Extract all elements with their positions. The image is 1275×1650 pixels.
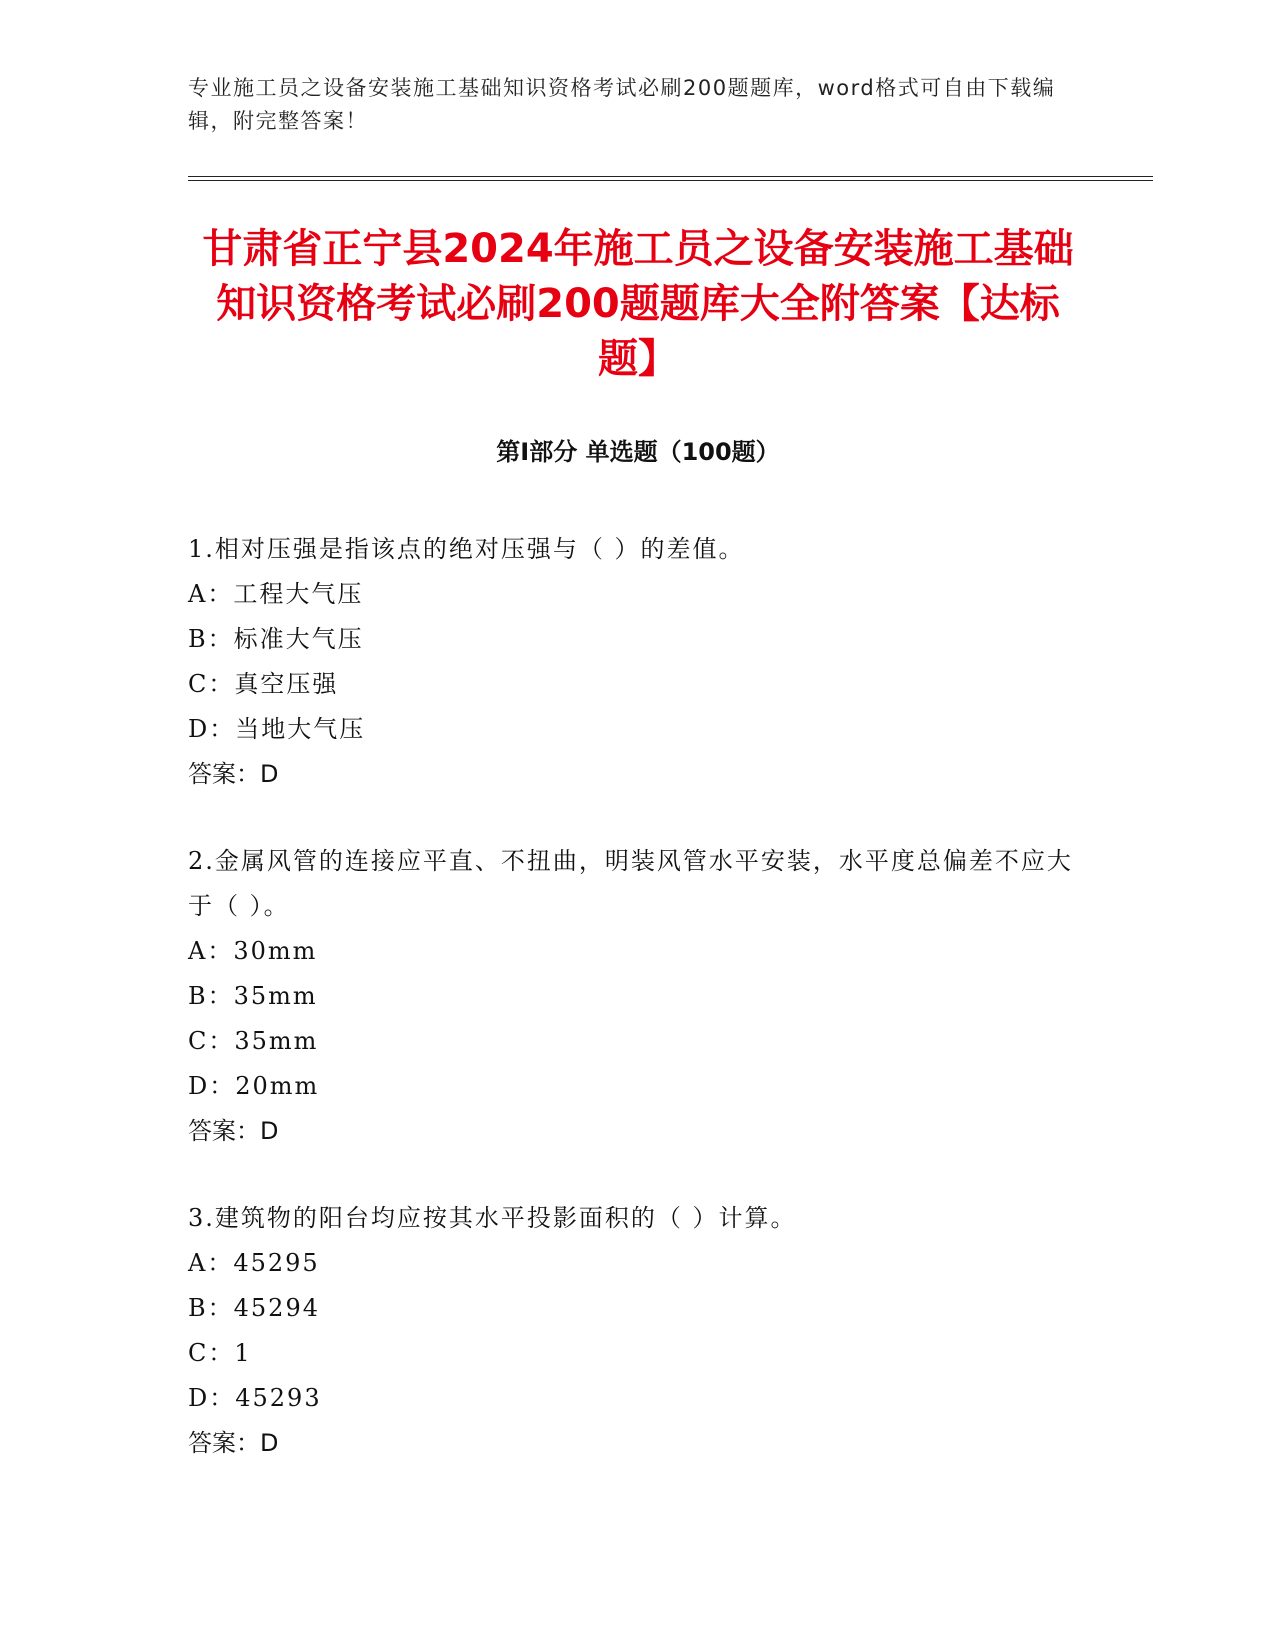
question-stem: 1.相对压强是指该点的绝对压强与（ ）的差值。	[188, 535, 745, 563]
answer: 答案：D	[188, 1429, 279, 1457]
question-3	[188, 1196, 1078, 1466]
question-list	[188, 527, 1078, 1508]
option-c: C：35mm	[188, 1027, 319, 1055]
option-d: D：当地大气压	[188, 715, 366, 743]
option-b: B：45294	[188, 1294, 320, 1322]
section-heading: 第I部分 单选题（100题）	[496, 438, 780, 466]
option-c: C：真空压强	[188, 670, 339, 698]
header-divider	[188, 176, 1153, 181]
question-1	[188, 527, 1078, 797]
option-d: D：20mm	[188, 1072, 320, 1100]
question-stem: 3.建筑物的阳台均应按其水平投影面积的（ ）计算。	[188, 1204, 797, 1232]
question-2	[188, 839, 1078, 1154]
answer: 答案：D	[188, 760, 279, 788]
document-title: 甘肃省正宁县2024年施工员之设备安装施工基础知识资格考试必刷200题题库大全附答案【达标题】	[202, 226, 1074, 382]
option-a: A：45295	[188, 1249, 320, 1277]
option-b: B：标准大气压	[188, 625, 364, 653]
header-note: 专业施工员之设备安装施工基础知识资格考试必刷200题题库，word格式可自由下载编辑，附完整答案！	[188, 76, 1056, 133]
option-a: A：工程大气压	[188, 580, 364, 608]
option-a: A：30mm	[188, 937, 318, 965]
answer: 答案：D	[188, 1117, 279, 1145]
option-c: C：1	[188, 1339, 252, 1367]
option-d: D：45293	[188, 1384, 322, 1412]
question-stem: 2.金属风管的连接应平直、不扭曲，明装风管水平安装，水平度总偏差不应大于（ ）。	[188, 847, 1073, 920]
option-b: B：35mm	[188, 982, 318, 1010]
